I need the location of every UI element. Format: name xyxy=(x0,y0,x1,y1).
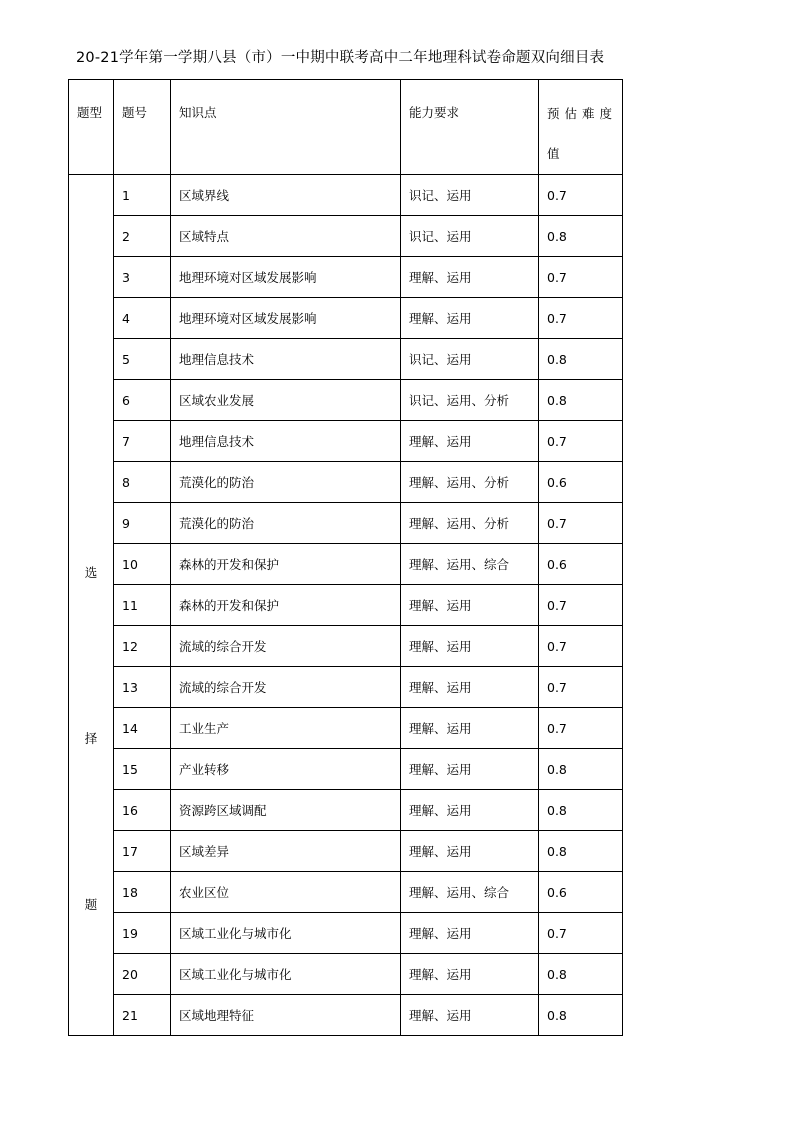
question-number-cell: 21 xyxy=(114,995,171,1036)
difficulty-cell: 0.7 xyxy=(539,175,623,216)
ability-requirement-cell: 理解、运用 xyxy=(401,790,539,831)
knowledge-point-cell: 产业转移 xyxy=(171,749,401,790)
difficulty-cell: 0.7 xyxy=(539,626,623,667)
ability-requirement-cell: 理解、运用 xyxy=(401,585,539,626)
knowledge-point-cell: 区域农业发展 xyxy=(171,380,401,421)
question-number-cell: 15 xyxy=(114,749,171,790)
knowledge-point-cell: 地理环境对区域发展影响 xyxy=(171,257,401,298)
ability-requirement-cell: 理解、运用 xyxy=(401,831,539,872)
header-knowledge-point: 知识点 xyxy=(171,80,401,175)
question-type-char: 选 xyxy=(84,565,98,580)
ability-requirement-cell: 理解、运用、分析 xyxy=(401,462,539,503)
table-row xyxy=(69,339,623,380)
ability-requirement-cell: 理解、运用 xyxy=(401,995,539,1036)
header-question-number: 题号 xyxy=(114,80,171,175)
difficulty-cell: 0.7 xyxy=(539,667,623,708)
table-row xyxy=(69,749,623,790)
question-number-cell: 11 xyxy=(114,585,171,626)
question-number-cell: 2 xyxy=(114,216,171,257)
question-number-cell: 7 xyxy=(114,421,171,462)
table-row xyxy=(69,585,623,626)
knowledge-point-cell: 区域界线 xyxy=(171,175,401,216)
difficulty-cell: 0.8 xyxy=(539,216,623,257)
question-type-char: 择 xyxy=(84,731,98,746)
ability-requirement-cell: 理解、运用 xyxy=(401,257,539,298)
document-title: 20-21学年第一学期八县（市）一中期中联考高中二年地理科试卷命题双向细目表 xyxy=(76,50,605,66)
knowledge-point-cell: 流域的综合开发 xyxy=(171,626,401,667)
difficulty-cell: 0.6 xyxy=(539,872,623,913)
difficulty-cell: 0.8 xyxy=(539,790,623,831)
question-number-cell: 1 xyxy=(114,175,171,216)
ability-requirement-cell: 理解、运用 xyxy=(401,954,539,995)
question-type-cell xyxy=(69,175,114,1036)
header-question-type: 题型 xyxy=(69,80,114,175)
knowledge-point-cell: 区域地理特征 xyxy=(171,995,401,1036)
knowledge-point-cell: 区域工业化与城市化 xyxy=(171,913,401,954)
knowledge-point-cell: 森林的开发和保护 xyxy=(171,544,401,585)
table-row xyxy=(69,257,623,298)
difficulty-cell: 0.7 xyxy=(539,298,623,339)
knowledge-point-cell: 区域差异 xyxy=(171,831,401,872)
table-row xyxy=(69,995,623,1036)
question-number-cell: 3 xyxy=(114,257,171,298)
knowledge-point-cell: 荒漠化的防治 xyxy=(171,503,401,544)
difficulty-cell: 0.6 xyxy=(539,544,623,585)
question-number-cell: 20 xyxy=(114,954,171,995)
question-number-cell: 14 xyxy=(114,708,171,749)
question-number-cell: 5 xyxy=(114,339,171,380)
table-body xyxy=(69,175,623,1036)
knowledge-point-cell: 农业区位 xyxy=(171,872,401,913)
ability-requirement-cell: 理解、运用 xyxy=(401,421,539,462)
question-number-cell: 4 xyxy=(114,298,171,339)
ability-requirement-cell: 识记、运用 xyxy=(401,216,539,257)
ability-requirement-cell: 理解、运用 xyxy=(401,298,539,339)
table-header-row xyxy=(69,80,623,175)
ability-requirement-cell: 理解、运用 xyxy=(401,913,539,954)
knowledge-point-cell: 荒漠化的防治 xyxy=(171,462,401,503)
question-number-cell: 6 xyxy=(114,380,171,421)
difficulty-cell: 0.8 xyxy=(539,995,623,1036)
knowledge-point-cell: 森林的开发和保护 xyxy=(171,585,401,626)
question-number-cell: 17 xyxy=(114,831,171,872)
question-number-cell: 16 xyxy=(114,790,171,831)
ability-requirement-cell: 理解、运用、综合 xyxy=(401,872,539,913)
table-row xyxy=(69,626,623,667)
difficulty-cell: 0.7 xyxy=(539,585,623,626)
ability-requirement-cell: 识记、运用、分析 xyxy=(401,380,539,421)
difficulty-cell: 0.8 xyxy=(539,831,623,872)
table-row xyxy=(69,872,623,913)
difficulty-cell: 0.8 xyxy=(539,954,623,995)
question-number-cell: 19 xyxy=(114,913,171,954)
ability-requirement-cell: 理解、运用、分析 xyxy=(401,503,539,544)
table-row xyxy=(69,831,623,872)
question-type-char: 题 xyxy=(84,897,98,912)
difficulty-cell: 0.7 xyxy=(539,421,623,462)
table-row xyxy=(69,298,623,339)
question-number-cell: 8 xyxy=(114,462,171,503)
knowledge-point-cell: 流域的综合开发 xyxy=(171,667,401,708)
table-row xyxy=(69,421,623,462)
ability-requirement-cell: 理解、运用 xyxy=(401,667,539,708)
knowledge-point-cell: 工业生产 xyxy=(171,708,401,749)
ability-requirement-cell: 理解、运用 xyxy=(401,626,539,667)
question-number-cell: 18 xyxy=(114,872,171,913)
specification-table xyxy=(68,79,623,1036)
difficulty-cell: 0.6 xyxy=(539,462,623,503)
difficulty-cell: 0.8 xyxy=(539,339,623,380)
table-row xyxy=(69,462,623,503)
ability-requirement-cell: 识记、运用 xyxy=(401,175,539,216)
knowledge-point-cell: 资源跨区域调配 xyxy=(171,790,401,831)
table-row xyxy=(69,790,623,831)
header-ability-requirement: 能力要求 xyxy=(401,80,539,175)
ability-requirement-cell: 理解、运用 xyxy=(401,749,539,790)
difficulty-cell: 0.7 xyxy=(539,503,623,544)
knowledge-point-cell: 地理信息技术 xyxy=(171,421,401,462)
ability-requirement-cell: 理解、运用 xyxy=(401,708,539,749)
table-row xyxy=(69,667,623,708)
table-row xyxy=(69,380,623,421)
knowledge-point-cell: 地理信息技术 xyxy=(171,339,401,380)
header-estimated-difficulty: 预估难度值 xyxy=(539,80,623,175)
knowledge-point-cell: 区域工业化与城市化 xyxy=(171,954,401,995)
table-row xyxy=(69,544,623,585)
table-row xyxy=(69,175,623,216)
table-row xyxy=(69,954,623,995)
difficulty-cell: 0.8 xyxy=(539,380,623,421)
table-row xyxy=(69,216,623,257)
difficulty-cell: 0.7 xyxy=(539,708,623,749)
difficulty-cell: 0.7 xyxy=(539,913,623,954)
question-number-cell: 12 xyxy=(114,626,171,667)
table-row xyxy=(69,503,623,544)
table-row xyxy=(69,708,623,749)
difficulty-cell: 0.7 xyxy=(539,257,623,298)
question-number-cell: 9 xyxy=(114,503,171,544)
table-row xyxy=(69,913,623,954)
knowledge-point-cell: 地理环境对区域发展影响 xyxy=(171,298,401,339)
ability-requirement-cell: 理解、运用、综合 xyxy=(401,544,539,585)
knowledge-point-cell: 区域特点 xyxy=(171,216,401,257)
question-number-cell: 10 xyxy=(114,544,171,585)
ability-requirement-cell: 识记、运用 xyxy=(401,339,539,380)
question-number-cell: 13 xyxy=(114,667,171,708)
difficulty-cell: 0.8 xyxy=(539,749,623,790)
